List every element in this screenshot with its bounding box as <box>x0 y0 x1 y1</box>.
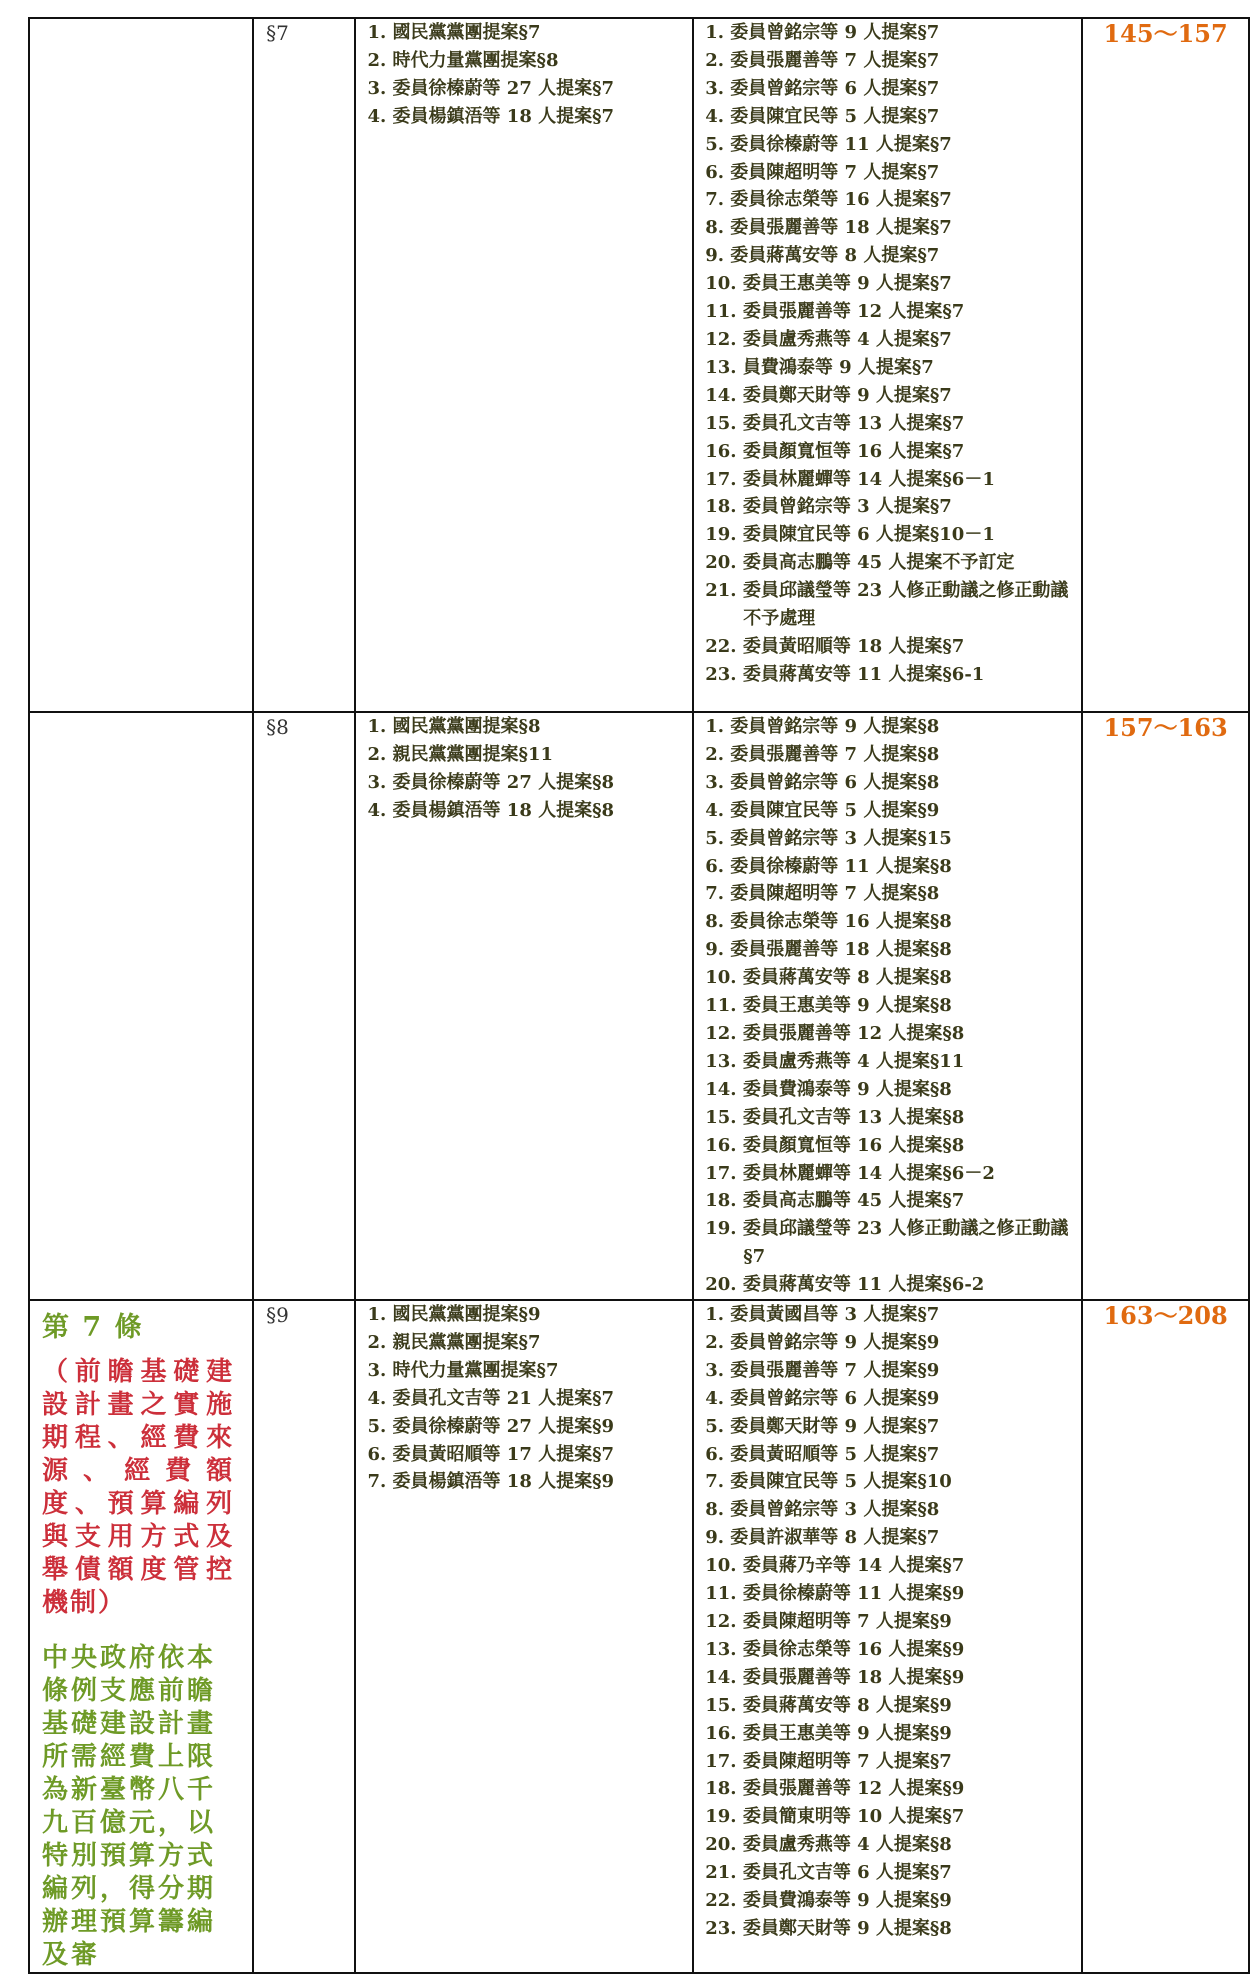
list-item: 23. 委員鄭天財等 9 人提案§8 <box>705 1917 952 1939</box>
list-item: 19. 委員邱議瑩等 23 人修正動議之修正動議§7 <box>705 1218 1069 1268</box>
page-range: 157～163 <box>1082 712 1249 1300</box>
section-cell: §7 <box>253 18 355 712</box>
article-cell <box>29 1300 253 1973</box>
list-item: 5. 委員徐榛蔚等 27 人提案§9 <box>367 1415 615 1437</box>
list-item: 17. 委員陳超明等 7 人提案§7 <box>705 1750 952 1772</box>
list-item: 9. 委員許淑華等 8 人提案§7 <box>705 1527 940 1549</box>
member-proposal-list <box>694 19 1081 689</box>
party-proposals-cell <box>355 712 693 1300</box>
list-item: 6. 委員陳超明等 7 人提案§7 <box>705 161 940 183</box>
list-item: 13. 委員徐志榮等 16 人提案§9 <box>705 1638 965 1660</box>
party-proposal-list <box>356 713 692 825</box>
list-item: 1. 委員曾銘宗等 9 人提案§8 <box>705 716 940 737</box>
list-item: 13. 員費鴻泰等 9 人提案§7 <box>705 356 934 378</box>
page-range: 163～208 <box>1082 1300 1249 1973</box>
table-row <box>29 1300 1249 1973</box>
list-item: 11. 委員徐榛蔚等 11 人提案§9 <box>705 1583 965 1605</box>
list-item: 21. 委員邱議瑩等 23 人修正動議之修正動議不予處理 <box>705 580 1069 630</box>
list-item: 3. 委員張麗善等 7 人提案§9 <box>705 1359 940 1381</box>
list-item: 16. 委員顏寬恒等 16 人提案§7 <box>705 440 965 462</box>
article-title <box>30 713 252 717</box>
list-item: 2. 委員張麗善等 7 人提案§7 <box>705 49 940 71</box>
list-item: 20. 委員蔣萬安等 11 人提案§6-2 <box>705 1274 985 1296</box>
list-item: 1. 國民黨黨團提案§9 <box>367 1304 541 1326</box>
list-item: 1. 國民黨黨團提案§8 <box>367 716 541 737</box>
list-item: 2. 親民黨黨團提案§7 <box>367 1331 541 1353</box>
party-proposals-cell <box>355 1300 693 1973</box>
list-item: 19. 委員陳宜民等 6 人提案§10－1 <box>705 524 995 546</box>
list-item: 12. 委員張麗善等 12 人提案§8 <box>705 1022 965 1044</box>
list-item: 5. 委員曾銘宗等 3 人提案§15 <box>705 827 952 849</box>
article-cell <box>29 18 253 712</box>
list-item: 23. 委員蔣萬安等 11 人提案§6-1 <box>705 663 985 685</box>
list-item: 12. 委員陳超明等 7 人提案§9 <box>705 1611 952 1632</box>
list-item: 6. 委員黃昭順等 17 人提案§7 <box>367 1443 615 1465</box>
list-item: 19. 委員簡東明等 10 人提案§7 <box>705 1806 965 1828</box>
list-item: 13. 委員盧秀燕等 4 人提案§11 <box>705 1050 965 1072</box>
list-item: 4. 委員陳宜民等 5 人提案§9 <box>705 799 940 821</box>
list-item: 3. 委員徐榛蔚等 27 人提案§7 <box>367 77 615 99</box>
list-item: 11. 委員張麗善等 12 人提案§7 <box>705 301 965 323</box>
list-item: 20. 委員高志鵬等 45 人提案不予訂定 <box>705 552 1015 574</box>
list-item: 12. 委員盧秀燕等 4 人提案§7 <box>705 328 952 350</box>
list-item: 2. 委員張麗善等 7 人提案§8 <box>705 743 940 765</box>
list-item: 9. 委員蔣萬安等 8 人提案§7 <box>705 245 940 267</box>
list-item: 10. 委員蔣乃辛等 14 人提案§7 <box>705 1555 965 1577</box>
list-item: 18. 委員高志鵬等 45 人提案§7 <box>705 1190 965 1212</box>
list-item: 4. 委員曾銘宗等 6 人提案§9 <box>705 1387 940 1409</box>
list-item: 21. 委員孔文吉等 6 人提案§7 <box>705 1862 952 1884</box>
article-cell <box>29 712 253 1300</box>
list-item: 4. 委員陳宜民等 5 人提案§7 <box>705 105 940 127</box>
list-item: 6. 委員徐榛蔚等 11 人提案§8 <box>705 855 952 877</box>
party-proposals-cell <box>355 18 693 712</box>
section-cell: §8 <box>253 712 355 1300</box>
list-item: 18. 委員曾銘宗等 3 人提案§7 <box>705 496 952 518</box>
list-item: 1. 國民黨黨團提案§7 <box>367 22 541 43</box>
member-proposals-cell <box>693 18 1082 712</box>
table-row <box>29 18 1249 712</box>
page-range: 145～157 <box>1082 18 1249 712</box>
list-item: 3. 委員徐榛蔚等 27 人提案§8 <box>367 771 615 793</box>
member-proposals-cell <box>693 1300 1082 1973</box>
list-item: 15. 委員孔文吉等 13 人提案§7 <box>705 412 965 434</box>
list-item: 2. 時代力量黨團提案§8 <box>367 49 559 71</box>
member-proposals-cell <box>693 712 1082 1300</box>
list-item: 3. 委員曾銘宗等 6 人提案§8 <box>705 771 940 793</box>
list-item: 8. 委員張麗善等 18 人提案§7 <box>705 217 952 239</box>
article-body: 中央政府依本條例支應前瞻基礎建設計畫所需經費上限為新臺幣八千九百億元，以特別預算方式編列，得分期辦理預算籌編及審 <box>42 1643 217 1971</box>
list-item: 22. 委員費鴻泰等 9 人提案§9 <box>705 1890 952 1912</box>
list-item: 2. 委員曾銘宗等 9 人提案§9 <box>705 1331 940 1353</box>
list-item: 14. 委員鄭天財等 9 人提案§7 <box>705 384 952 406</box>
list-item: 8. 委員曾銘宗等 3 人提案§8 <box>705 1499 940 1521</box>
list-item: 7. 委員陳宜民等 5 人提案§10 <box>705 1471 952 1493</box>
list-item: 8. 委員徐志榮等 16 人提案§8 <box>705 911 952 933</box>
list-item: 5. 委員徐榛蔚等 11 人提案§7 <box>705 133 952 155</box>
article-title: 第 7 條 <box>42 1312 144 1344</box>
member-proposal-list <box>694 713 1081 1299</box>
list-item: 4. 委員楊鎮浯等 18 人提案§8 <box>367 799 615 821</box>
list-item: 17. 委員林麗蟬等 14 人提案§6－1 <box>705 468 995 490</box>
list-item: 11. 委員王惠美等 9 人提案§8 <box>705 995 952 1017</box>
list-item: 10. 委員王惠美等 9 人提案§7 <box>705 273 952 295</box>
list-item: 10. 委員蔣萬安等 8 人提案§8 <box>705 967 952 989</box>
list-item: 14. 委員費鴻泰等 9 人提案§8 <box>705 1078 952 1100</box>
list-item: 3. 時代力量黨團提案§7 <box>367 1359 559 1381</box>
list-item: 1. 委員曾銘宗等 9 人提案§7 <box>705 22 940 43</box>
list-item: 4. 委員孔文吉等 21 人提案§7 <box>367 1387 615 1409</box>
table-row <box>29 712 1249 1300</box>
list-item: 6. 委員黃昭順等 5 人提案§7 <box>705 1443 940 1465</box>
list-item: 9. 委員張麗善等 18 人提案§8 <box>705 939 952 961</box>
list-item: 2. 親民黨黨團提案§11 <box>367 743 554 765</box>
list-item: 5. 委員鄭天財等 9 人提案§7 <box>705 1415 940 1437</box>
list-item: 7. 委員陳超明等 7 人提案§8 <box>705 883 940 905</box>
list-item: 1. 委員黃國昌等 3 人提案§7 <box>705 1304 940 1326</box>
section-cell: §9 <box>253 1300 355 1973</box>
proposal-comparison-table <box>28 17 1250 1974</box>
list-item: 22. 委員黃昭順等 18 人提案§7 <box>705 635 965 657</box>
list-item: 17. 委員林麗蟬等 14 人提案§6－2 <box>705 1162 995 1184</box>
member-proposal-list <box>694 1301 1081 1943</box>
list-item: 4. 委員楊鎮浯等 18 人提案§7 <box>367 105 615 127</box>
list-item: 15. 委員蔣萬安等 8 人提案§9 <box>705 1694 952 1716</box>
article-title <box>30 19 252 23</box>
list-item: 7. 委員楊鎮浯等 18 人提案§9 <box>367 1471 615 1493</box>
list-item: 15. 委員孔文吉等 13 人提案§8 <box>705 1106 965 1128</box>
list-item: 14. 委員張麗善等 18 人提案§9 <box>705 1666 965 1688</box>
list-item: 3. 委員曾銘宗等 6 人提案§7 <box>705 77 940 99</box>
list-item: 7. 委員徐志榮等 16 人提案§7 <box>705 189 952 211</box>
article-subtitle: （前瞻基礎建設計畫之實施期程、經費來源、經費額度、預算編列與支用方式及舉債額度管控機制） <box>42 1357 235 1619</box>
list-item: 20. 委員盧秀燕等 4 人提案§8 <box>705 1834 952 1856</box>
party-proposal-list <box>356 19 692 131</box>
list-item: 16. 委員顏寬恒等 16 人提案§8 <box>705 1134 965 1156</box>
party-proposal-list <box>356 1301 692 1496</box>
list-item: 18. 委員張麗善等 12 人提案§9 <box>705 1778 965 1800</box>
list-item: 16. 委員王惠美等 9 人提案§9 <box>705 1722 952 1744</box>
